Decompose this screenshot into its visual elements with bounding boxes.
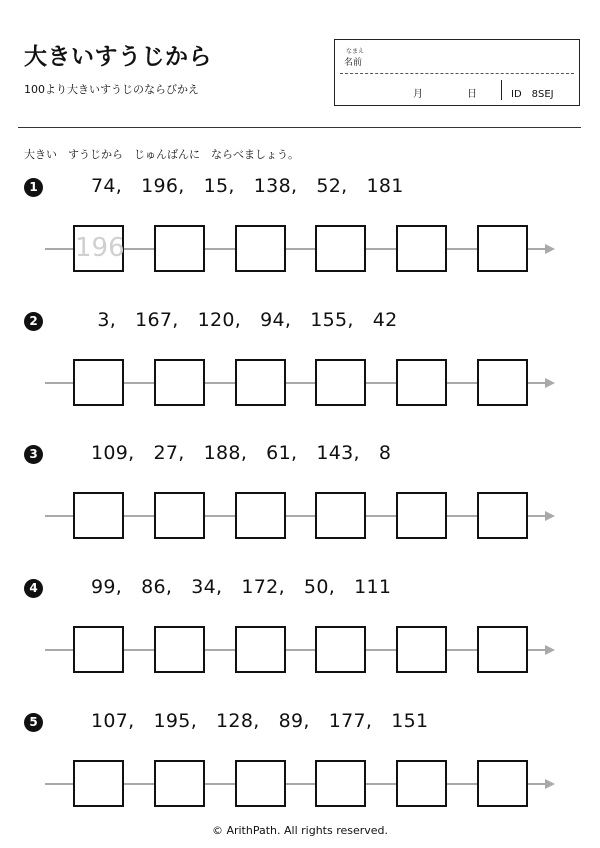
answer-box[interactable] — [235, 760, 286, 807]
answer-box[interactable] — [73, 626, 124, 673]
answer-box[interactable] — [396, 359, 447, 406]
answer-box[interactable] — [315, 492, 366, 539]
answer-box[interactable] — [154, 225, 205, 272]
name-dashed-line — [340, 73, 574, 74]
question-number-3: 3 — [24, 445, 43, 464]
number-list-4: 99, 86, 34, 172, 50, 111 — [91, 576, 392, 598]
arrow-head-icon — [545, 645, 555, 655]
day-label: 日 — [467, 89, 477, 100]
arrow-head-icon — [545, 511, 555, 521]
answer-box[interactable] — [396, 760, 447, 807]
number-list-3: 109, 27, 188, 61, 143, 8 — [91, 442, 392, 464]
answer-box[interactable] — [315, 225, 366, 272]
answer-box[interactable] — [315, 359, 366, 406]
answer-box[interactable] — [477, 492, 528, 539]
answer-box[interactable] — [315, 760, 366, 807]
answer-box[interactable] — [73, 359, 124, 406]
worksheet-title: 大きいすうじから — [24, 44, 212, 70]
answer-box[interactable] — [235, 225, 286, 272]
answer-box[interactable] — [73, 492, 124, 539]
question-number-5: 5 — [24, 713, 43, 732]
arrow-head-icon — [545, 244, 555, 254]
header-divider — [18, 127, 581, 128]
name-furigana: なまえ — [346, 48, 365, 55]
answer-box[interactable] — [235, 359, 286, 406]
answer-box[interactable] — [235, 492, 286, 539]
number-list-1: 74, 196, 15, 138, 52, 181 — [91, 175, 404, 197]
number-list-2: 3, 167, 120, 94, 155, 42 — [91, 309, 398, 331]
answer-box[interactable] — [477, 760, 528, 807]
answer-box[interactable] — [396, 626, 447, 673]
answer-box[interactable] — [396, 225, 447, 272]
question-number-2: 2 — [24, 312, 43, 331]
answer-box[interactable] — [315, 626, 366, 673]
answer-box[interactable]: 196 — [73, 225, 124, 272]
answer-box[interactable] — [154, 492, 205, 539]
answer-box[interactable] — [154, 626, 205, 673]
instruction-text: 大きい すうじから じゅんばんに ならべましょう。 — [24, 148, 299, 161]
answer-box[interactable] — [154, 760, 205, 807]
id-divider — [501, 80, 502, 100]
number-list-5: 107, 195, 128, 89, 177, 151 — [91, 710, 429, 732]
question-number-1: 1 — [24, 178, 43, 197]
arrow-head-icon — [545, 378, 555, 388]
name-label: 名前 — [344, 58, 363, 68]
answer-box[interactable] — [477, 626, 528, 673]
worksheet-id: ID 8SEJ — [511, 89, 554, 100]
answer-box[interactable] — [477, 359, 528, 406]
answer-box[interactable] — [235, 626, 286, 673]
question-number-4: 4 — [24, 579, 43, 598]
worksheet-subtitle: 100より大きいすうじのならびかえ — [24, 83, 199, 96]
answer-box[interactable] — [154, 359, 205, 406]
month-label: 月 — [413, 89, 423, 100]
answer-box[interactable] — [73, 760, 124, 807]
answer-box[interactable] — [477, 225, 528, 272]
answer-box[interactable] — [396, 492, 447, 539]
arrow-head-icon — [545, 779, 555, 789]
copyright-footer: © ArithPath. All rights reserved. — [211, 824, 389, 837]
